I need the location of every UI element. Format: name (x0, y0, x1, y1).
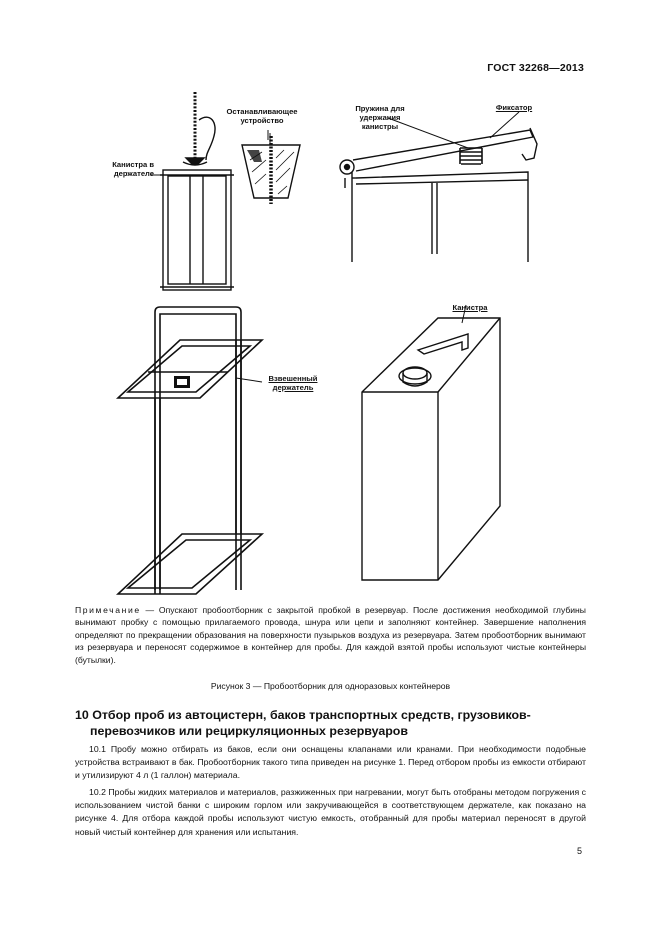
section-heading-line1: 10 Отбор проб из автоцистерн, баков транспортных средств, грузовиков- (75, 708, 531, 722)
label-spring: Пружина для удержания канистры (355, 104, 405, 131)
holder-with-spring (340, 112, 537, 262)
stopper-device (242, 130, 300, 204)
note-prefix: Примечание (75, 605, 141, 615)
canister-drawing (362, 305, 500, 580)
label-weighted-holder: Взвешенный держатель (268, 374, 318, 392)
note-text: Опускают пробоотборник с закрытой пробкой в резервуар. После достижения необходимой глубины вынимают пробку с помощью прилагаемого провода, шнура или цепи и заполняют контейнер. Завершение наполнения определяют по прекращении образования на поверхности пузырьков воздуха из резервуара. Затем пробоотборник вынимают из резервуара и переносят содержимое в контейнер для пробы. Для каждой взятой пробы используют чистые контейнеры (бутылки). (75, 605, 586, 665)
label-stopper-device: Останавливающее устройство (226, 107, 298, 125)
paragraph-10-2: 10.2 Пробы жидких материалов и материалов, разжиженных при нагревании, могут быть отобраны методом погружения с использованием чистой банки с широким горлом или закручивающейся в соответствующем держателе, как показано на рисунке 4. Для отбора каждой пробы используют чистую емкость, отобранный для пробы материал переносят в другой новый чистый контейнер для хранения или испытания. (75, 787, 586, 837)
standard-number: ГОСТ 32268—2013 (487, 62, 584, 74)
label-latch: Фиксатор (495, 103, 533, 112)
label-can-in-holder: Канистра в держателе (112, 160, 154, 178)
paragraph-10-1: 10.1 Пробу можно отбирать из баков, если они оснащены клапанами или кранами. При необходимости подобные устройства встраивают в бак. Пробоотборник такого типа приведен на рисунке 1. Перед отбором пробы из емкости отбирают и утилизируют 4 л (1 галлон) материала. (75, 744, 586, 781)
can-holder-frame (163, 170, 231, 290)
weighted-holder (118, 307, 262, 594)
figure-note (75, 604, 586, 666)
label-canister: Канистра (452, 303, 488, 312)
note-dash: — (140, 605, 159, 615)
section-heading-line2: перевозчиков или рециркуляционных резервуаров (90, 723, 408, 738)
section-heading (75, 708, 595, 739)
page-number: 5 (576, 846, 582, 856)
pull-wire (199, 117, 215, 160)
figure-caption: Рисунок 3 — Пробоотборник для одноразовых контейнеров (210, 681, 451, 691)
